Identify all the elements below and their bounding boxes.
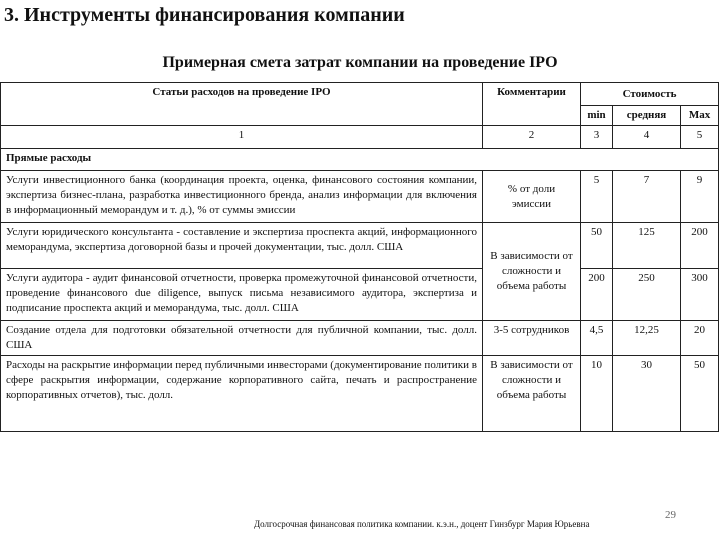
row-max: 50 <box>681 356 719 432</box>
page-number: 29 <box>665 509 676 521</box>
row-avg: 250 <box>613 269 681 321</box>
row-comment: В зависимости от сложности и объема работы <box>483 356 581 432</box>
header-max: Max <box>681 106 719 126</box>
row-item: Услуги юридического консультанта - составление и экспертиза проспекта акций, информационного меморандума, экспертиза договорной базы и прочей документации, тыс. долл. США <box>1 223 483 269</box>
footer-text: Долгосрочная финансовая политика компании. к.э.н., доцент Гинзбург Мария Юрьевна <box>254 519 590 529</box>
header-cost: Стоимость <box>581 83 719 106</box>
row-item: Услуги аудитора - аудит финансовой отчетности, проверка промежуточной финансовой отчетности, проведение финансового due diligence, выпуск письма независимого аудитора, экспертиза и подписание проспекта акций и меморандума, тыс. долл. США <box>1 269 483 321</box>
row-max: 300 <box>681 269 719 321</box>
header-comments: Комментарии <box>483 83 581 126</box>
table-row <box>1 269 719 321</box>
row-item: Создание отдела для подготовки обязательной отчетности для публичной компании, тыс. долл. США <box>1 321 483 356</box>
row-min: 10 <box>581 356 613 432</box>
row-comment: 3-5 сотрудников <box>483 321 581 356</box>
row-max: 200 <box>681 223 719 269</box>
col-number: 3 <box>581 126 613 149</box>
col-number: 1 <box>1 126 483 149</box>
row-avg: 7 <box>613 171 681 223</box>
table-row <box>1 321 719 356</box>
slide-title: 3. Инструменты финансирования компании <box>4 4 405 26</box>
row-min: 50 <box>581 223 613 269</box>
row-min: 5 <box>581 171 613 223</box>
row-max: 9 <box>681 171 719 223</box>
row-comment: % от доли эмиссии <box>483 171 581 223</box>
header-avg: средняя <box>613 106 681 126</box>
table-row <box>1 223 719 269</box>
cost-table <box>0 82 719 432</box>
col-number: 2 <box>483 126 581 149</box>
row-max: 20 <box>681 321 719 356</box>
table-row <box>1 171 719 223</box>
section-direct-costs: Прямые расходы <box>1 149 719 171</box>
row-item: Расходы на раскрытие информации перед публичными инвесторами (документирование политики в сфере раскрытия информации, содержание корпоративного сайта, печать и распространение корпоративных отчетов), тыс. долл. <box>1 356 483 432</box>
header-min: min <box>581 106 613 126</box>
col-number: 5 <box>681 126 719 149</box>
col-number: 4 <box>613 126 681 149</box>
table-row <box>1 356 719 432</box>
row-avg: 12,25 <box>613 321 681 356</box>
row-min: 200 <box>581 269 613 321</box>
row-avg: 30 <box>613 356 681 432</box>
row-item: Услуги инвестиционного банка (координация проекта, оценка, финансового состояния компании, экспертиза бизнес-плана, разработка инвестиционного бренда, анализ информации для включения в информационный меморандум и т. д.), % от суммы эмиссии <box>1 171 483 223</box>
table-caption: Примерная смета затрат компании на проведение IPO <box>162 54 558 71</box>
row-avg: 125 <box>613 223 681 269</box>
row-comment: В зависимости от сложности и объема работы <box>483 223 581 321</box>
header-items: Статьи расходов на проведение IPO <box>1 83 483 126</box>
row-min: 4,5 <box>581 321 613 356</box>
